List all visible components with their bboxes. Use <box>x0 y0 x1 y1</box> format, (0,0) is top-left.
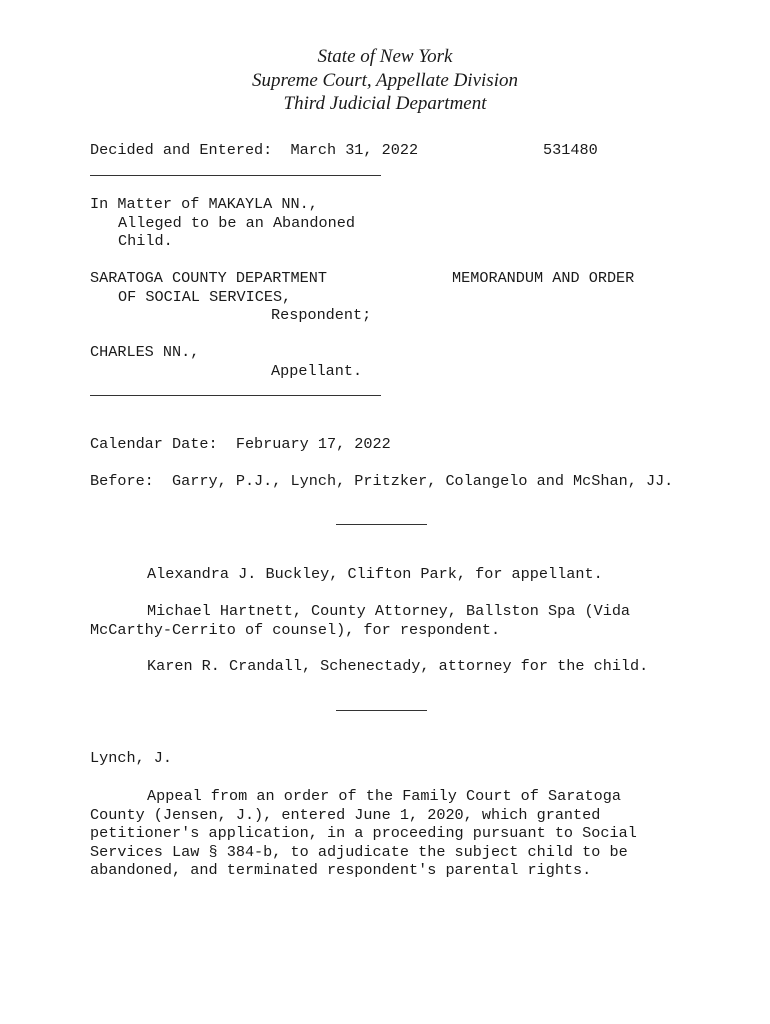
section-divider-2 <box>336 710 427 711</box>
opinion-author: Lynch, J. <box>90 749 173 767</box>
caption-matter-line3: Child. <box>118 232 173 250</box>
counsel-child: Karen R. Crandall, Schenectady, attorney for the child. <box>147 657 649 675</box>
document-type: MEMORANDUM AND ORDER <box>452 269 635 287</box>
court-name: State of New York <box>317 46 453 67</box>
decided-date: Decided and Entered: March 31, 2022 <box>90 141 419 159</box>
caption-respondent-role: Respondent; <box>271 306 372 324</box>
caption-matter-line1: In Matter of MAKAYLA NN., <box>90 195 318 213</box>
caption-appellant-role: Appellant. <box>271 361 363 380</box>
section-divider-1 <box>336 524 427 525</box>
caption-dept-line2: OF SOCIAL SERVICES, <box>118 287 292 306</box>
caption-dept-line1: SARATOGA COUNTY DEPARTMENT <box>90 269 327 287</box>
caption-matter-line2: Alleged to be an Abandoned <box>118 213 355 232</box>
caption-bottom-rule <box>90 395 381 396</box>
counsel-respondent: Michael Hartnett, County Attorney, Ballston Spa (Vida McCarthy-Cerrito of counsel), for respondent. <box>90 602 631 639</box>
panel-before: Before: Garry, P.J., Lynch, Pritzker, Colangelo and McShan, JJ. <box>90 472 674 490</box>
docket-number: 531480 <box>543 141 598 159</box>
opinion-paragraph: Appeal from an order of the Family Court of Saratoga County (Jensen, J.), entered June 1, 2020, which granted petitioner's application, in a proceeding pursuant to Social Services Law § 384-b, to adjudicate the subject child to be abandoned, and terminated respondent's parental rights. <box>90 787 637 879</box>
court-department: Third Judicial Department <box>283 93 487 114</box>
court-division: Supreme Court, Appellate Division <box>252 69 518 91</box>
counsel-appellant: Alexandra J. Buckley, Clifton Park, for appellant. <box>147 565 603 583</box>
caption-top-rule <box>90 175 381 176</box>
caption-appellant-name: CHARLES NN., <box>90 343 200 361</box>
calendar-date: Calendar Date: February 17, 2022 <box>90 435 391 453</box>
